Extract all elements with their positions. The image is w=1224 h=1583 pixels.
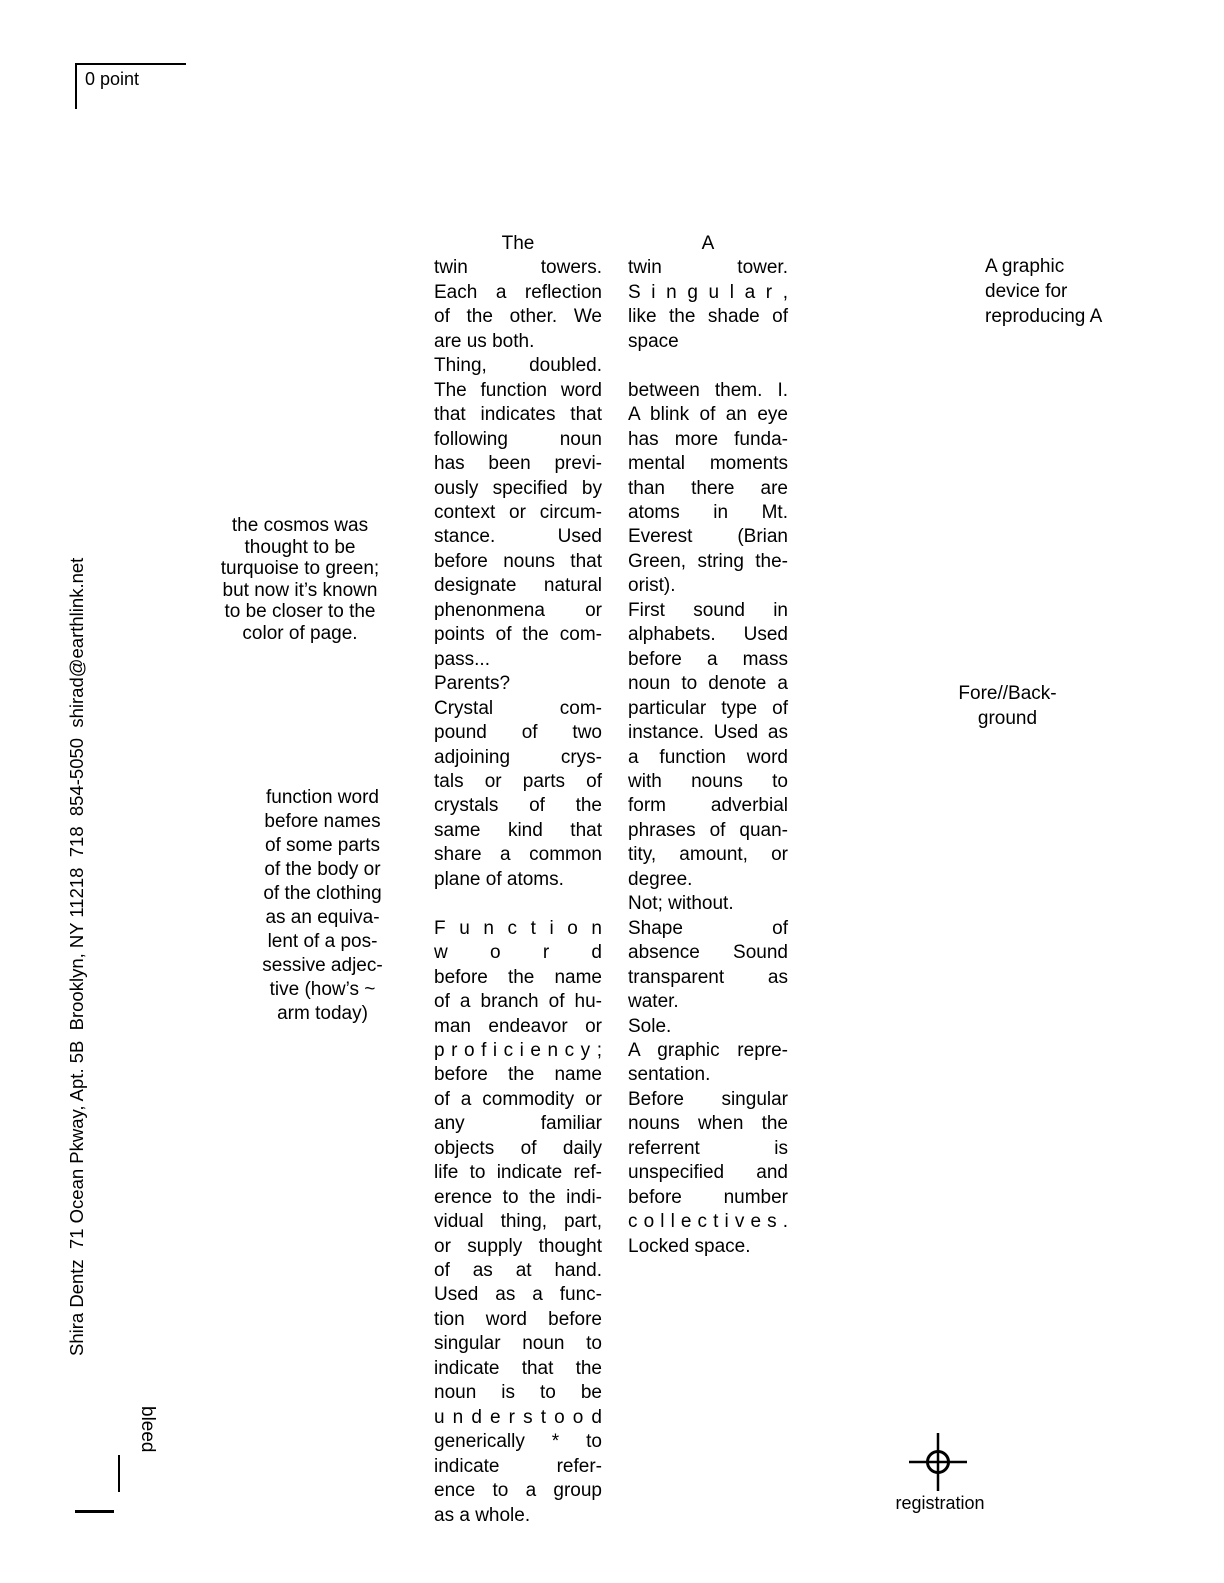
text-line: color of page.	[242, 622, 358, 644]
text-line: than there are	[628, 477, 788, 499]
zero-point-label: 0 point	[85, 69, 140, 89]
text-line: before nouns that	[434, 550, 602, 572]
text-line: Parents?	[434, 673, 511, 695]
text-line: reproducing A	[985, 306, 1103, 327]
note-graphic-device	[985, 254, 1119, 329]
registration-mark-icon	[909, 1433, 967, 1491]
text-line: space	[628, 330, 679, 352]
text-line	[628, 354, 788, 378]
text-line: but now it’s known	[222, 579, 378, 601]
text-line: man endeavor or	[434, 1015, 602, 1037]
text-line: particular type of	[628, 697, 788, 719]
text-line: phenonmena or	[434, 599, 602, 621]
text-line: ously specified by	[434, 477, 602, 499]
column-a-definition	[628, 232, 788, 1259]
text-line: has been previ-	[434, 453, 602, 475]
text-line: Everest (Brian	[628, 526, 788, 548]
text-line: pound of two	[434, 722, 602, 744]
text-line: atoms in Mt.	[628, 501, 788, 523]
note-cosmos	[205, 515, 395, 644]
text-line: of the clothing	[263, 883, 382, 904]
text-line: before the name	[434, 966, 602, 988]
text-line: transparent as	[628, 966, 788, 988]
trim-mark-vertical-line	[118, 1455, 120, 1492]
trim-mark-horizontal-line	[75, 1510, 114, 1513]
text-line: w o r d	[434, 942, 602, 964]
text-line: before the name	[434, 1064, 602, 1086]
text-line: noun is to be	[434, 1382, 602, 1404]
text-line: as a whole.	[434, 1504, 531, 1526]
text-line: A graphic repre-	[628, 1039, 788, 1061]
text-line: pass...	[434, 648, 490, 670]
text-line: c o l l e c t i v e s .	[628, 1211, 788, 1233]
text-line: to be closer to the	[224, 601, 376, 622]
text-line: degree.	[628, 868, 693, 890]
text-line: absence Sound	[628, 942, 788, 964]
text-line: a function word	[628, 746, 788, 768]
text-line: tity, amount, or	[628, 844, 788, 866]
text-line: turquoise to green;	[220, 558, 380, 579]
text-line: arm today)	[277, 1003, 368, 1024]
text-line: tion word before	[434, 1308, 602, 1330]
text-line: as an equiva-	[265, 907, 380, 928]
text-line: Green, string the-	[628, 550, 788, 572]
text-line: A	[701, 233, 715, 254]
zero-point-bracket-horizontal-line	[75, 63, 186, 65]
text-line: referrent is	[628, 1137, 788, 1159]
note-fore-background	[945, 681, 1070, 731]
text-line: points of the com-	[434, 624, 602, 646]
text-line: device for	[985, 281, 1068, 302]
text-line: Shape of	[628, 917, 788, 939]
text-line: alphabets. Used	[628, 624, 788, 646]
text-line: of the body or	[264, 859, 381, 880]
text-line: sentation.	[628, 1064, 711, 1086]
text-line: F u n c t i o n	[434, 917, 602, 939]
text-line: indicate refer-	[434, 1455, 602, 1477]
text-line: adjoining crys-	[434, 746, 602, 768]
text-line: phrases of quan-	[628, 819, 788, 841]
author-contact-sidebar: Shira Dentz 71 Ocean Pkway, Apt. 5B Brooklyn, NY 11218 718 854-5050 shirad@earthlink.net	[66, 557, 87, 1356]
text-line: Each a reflection	[434, 281, 602, 303]
text-line: designate natural	[434, 575, 602, 597]
text-line: ground	[977, 708, 1038, 729]
text-line: has more funda-	[628, 428, 788, 450]
text-line: noun to denote a	[628, 673, 788, 695]
text-line	[434, 892, 602, 916]
text-line: instance. Used as	[628, 722, 788, 744]
text-line: of a commodity or	[434, 1088, 602, 1110]
text-line: p r o f i c i e n c y ;	[434, 1039, 602, 1061]
text-line: tals or parts of	[434, 770, 602, 792]
text-line: Sole.	[628, 1015, 672, 1037]
text-line: The	[501, 233, 535, 254]
text-line: crystals of the	[434, 795, 602, 817]
text-line: lent of a pos-	[267, 931, 378, 952]
text-line: of a branch of hu-	[434, 991, 602, 1013]
text-line: u n d e r s t o o d	[434, 1406, 602, 1428]
text-line: plane of atoms.	[434, 868, 564, 890]
text-line: twin tower.	[628, 257, 788, 279]
text-line: mental moments	[628, 453, 788, 475]
text-line: or supply thought	[434, 1235, 602, 1257]
text-line: Not; without.	[628, 893, 734, 915]
text-line: erence to the indi-	[434, 1186, 602, 1208]
column-the-definition	[434, 232, 602, 1528]
registration-label: registration	[895, 1493, 985, 1513]
text-line: Before singular	[628, 1088, 788, 1110]
bleed-label: bleed	[137, 1406, 158, 1453]
text-line: The function word	[434, 379, 602, 401]
text-line: A blink of an eye	[628, 404, 788, 426]
text-line: objects of daily	[434, 1137, 602, 1159]
text-line: Used as a func-	[434, 1284, 602, 1306]
text-line: before a mass	[628, 648, 788, 670]
text-line: tive (how’s ~	[269, 979, 376, 1000]
text-line: S i n g u l a r ,	[628, 281, 788, 303]
zero-point-bracket-vertical-line	[75, 63, 77, 109]
text-line: same kind that	[434, 819, 602, 841]
note-function-word	[230, 786, 415, 1026]
text-line: are us both.	[434, 330, 535, 352]
text-line: context or circum-	[434, 501, 602, 523]
text-line: thought to be	[244, 536, 356, 558]
text-line: stance. Used	[434, 526, 602, 548]
text-line: generically * to	[434, 1431, 602, 1453]
text-line: the cosmos was	[231, 515, 369, 536]
text-line: like the shade of	[628, 306, 788, 328]
text-line: of some parts	[264, 835, 381, 856]
text-line: vidual thing, part,	[434, 1211, 602, 1233]
text-line: share a common	[434, 844, 602, 866]
text-line: unspecified and	[628, 1162, 788, 1184]
text-line: Thing, doubled.	[434, 355, 602, 377]
text-line: Locked space.	[628, 1235, 751, 1257]
text-line: before number	[628, 1186, 788, 1208]
text-line: Crystal com-	[434, 697, 602, 719]
text-line: nouns when the	[628, 1113, 788, 1135]
text-line: any familiar	[434, 1113, 602, 1135]
text-line: of as at hand.	[434, 1260, 602, 1282]
text-line: that indicates that	[434, 404, 602, 426]
text-line: function word	[265, 787, 379, 808]
text-line: Fore//Back-	[958, 683, 1057, 704]
text-line: sessive adjec-	[262, 955, 383, 976]
text-line: First sound in	[628, 599, 788, 621]
text-line: between them. I.	[628, 379, 788, 401]
text-line: of the other. We	[434, 306, 602, 328]
text-line: orist).	[628, 575, 676, 597]
text-line: life to indicate ref-	[434, 1162, 602, 1184]
text-line: before names	[264, 811, 381, 832]
text-line: water.	[628, 991, 679, 1013]
text-line: singular noun to	[434, 1333, 602, 1355]
text-line: with nouns to	[628, 770, 788, 792]
text-line: twin towers.	[434, 257, 602, 279]
text-line: ence to a group	[434, 1480, 602, 1502]
text-line: indicate that the	[434, 1357, 602, 1379]
text-line: form adverbial	[628, 795, 788, 817]
text-line: A graphic	[985, 256, 1065, 277]
text-line: following noun	[434, 428, 602, 450]
